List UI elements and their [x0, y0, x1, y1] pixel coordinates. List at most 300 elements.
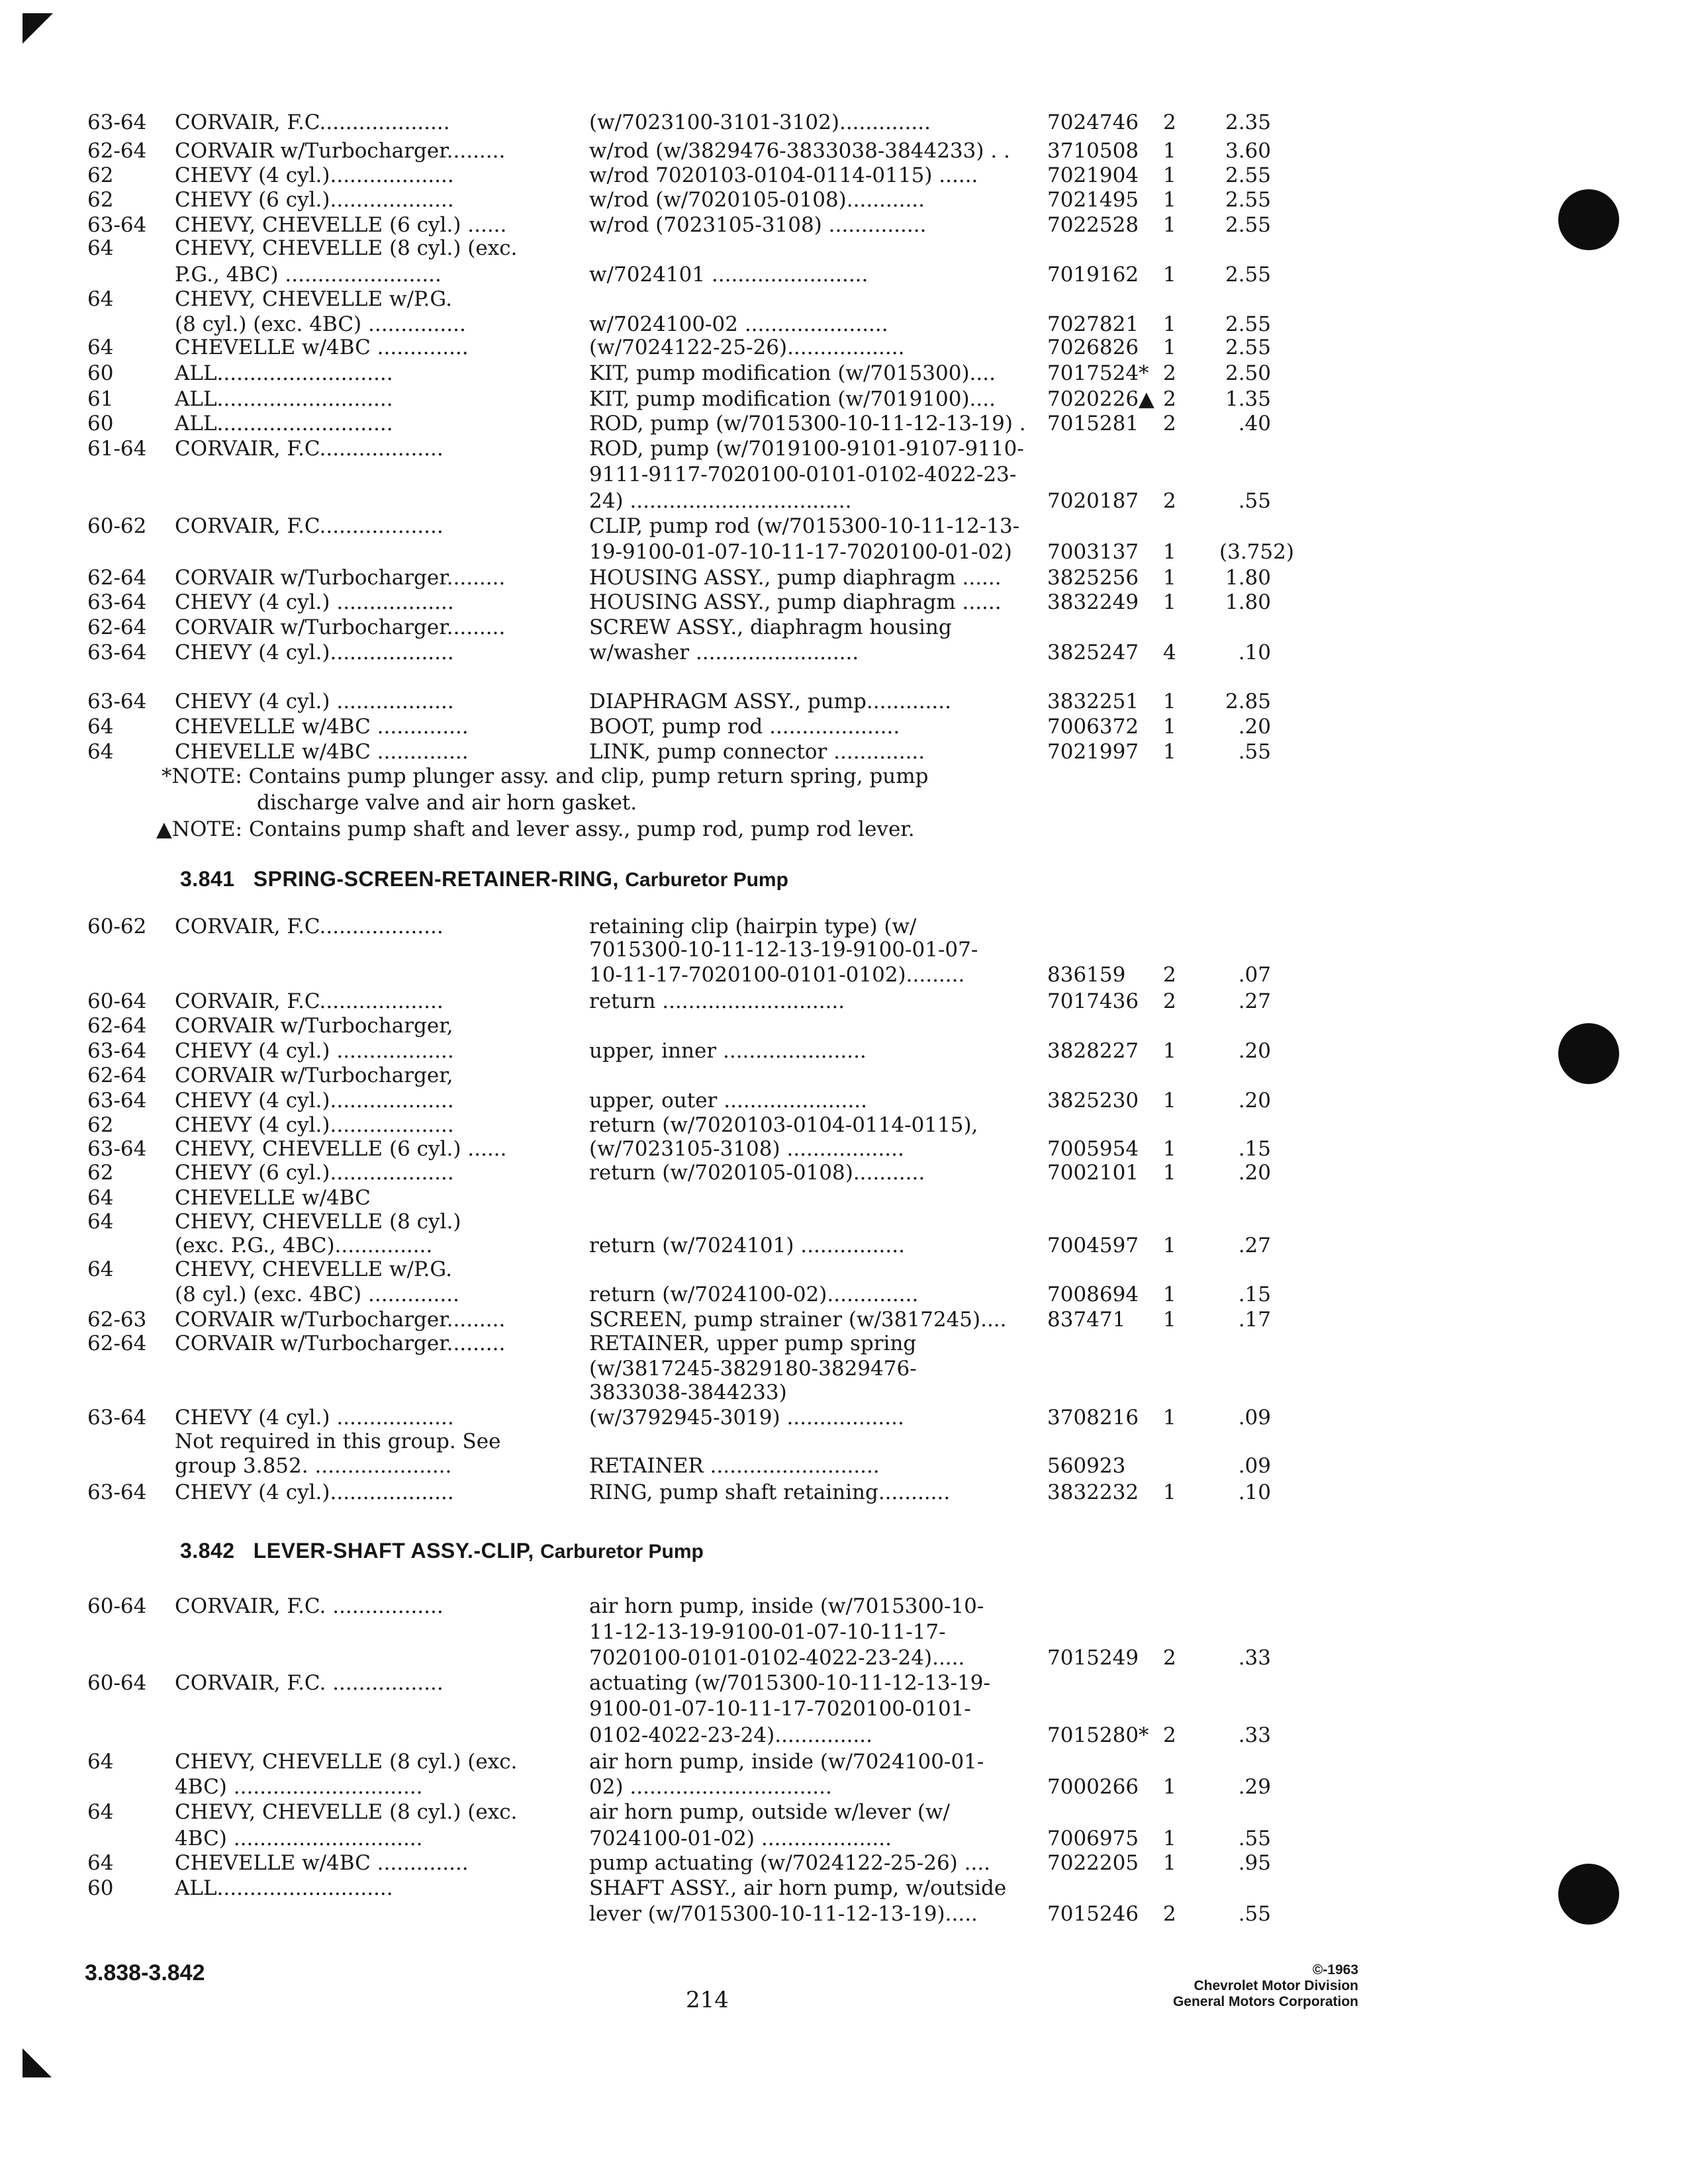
cell-price: 2.35 — [1225, 111, 1271, 134]
cell-yr: 64 — [87, 287, 114, 311]
parts-row — [0, 614, 1688, 641]
cell-price: .17 — [1238, 1308, 1271, 1332]
parts-row — [0, 988, 1688, 1015]
cell-desc: RETAINER .......................... — [589, 1454, 880, 1478]
group-heading-3842: 3.842 LEVER-SHAFT ASSY.-CLIP, Carburetor Pump — [180, 1539, 704, 1563]
cell-model: CHEVELLE w/4BC — [175, 1186, 371, 1210]
cell-model: CORVAIR, F.C................... — [175, 915, 444, 938]
cell-model: CHEVY, CHEVELLE (6 cyl.) ...... — [175, 213, 507, 237]
cell-price: 2.55 — [1225, 213, 1271, 237]
cell-price: 2.55 — [1225, 163, 1271, 187]
cell-part: 7008694 — [1047, 1283, 1139, 1306]
cell-desc: lever (w/7015300-10-11-12-13-19)..... — [589, 1902, 978, 1926]
cell-part: 3825256 — [1047, 566, 1139, 590]
cell-part: 3825230 — [1047, 1089, 1139, 1113]
cell-desc: w/rod (w/3829476-3833038-3844233) . . — [589, 139, 1010, 163]
cell-yr: 61-64 — [87, 437, 147, 461]
cell-model: CHEVY, CHEVELLE w/P.G. — [175, 1257, 452, 1281]
cell-part: 3828227 — [1047, 1039, 1139, 1063]
cell-model: CORVAIR w/Turbocharger, — [175, 1014, 453, 1038]
cell-desc: KIT, pump modification (w/7015300).... — [589, 361, 996, 385]
cell-desc: RING, pump shaft retaining........... — [589, 1480, 951, 1504]
parts-row — [0, 1825, 1688, 1852]
cell-price: .07 — [1238, 963, 1271, 987]
cell-qty: 1 — [1163, 540, 1176, 564]
cell-model: ALL........................... — [175, 387, 393, 411]
parts-row — [0, 261, 1688, 288]
cell-desc: return (w/7024100-02).............. — [589, 1283, 919, 1306]
cell-desc: return (w/7020105-0108)........... — [589, 1161, 925, 1185]
cell-price: .29 — [1238, 1775, 1271, 1799]
cell-qty: 1 — [1163, 139, 1176, 163]
cell-model: CORVAIR, F.C. ................. — [175, 1671, 444, 1695]
cell-desc: 02) ............................... — [589, 1775, 832, 1799]
cell-model: ALL........................... — [175, 361, 393, 385]
copyright-block — [1086, 1962, 1358, 2010]
cell-part: 3832232 — [1047, 1480, 1139, 1504]
cell-desc: (w/7023100-3101-3102).............. — [589, 111, 931, 134]
cell-price: .55 — [1238, 740, 1271, 764]
cell-price: .20 — [1238, 1039, 1271, 1063]
cell-price: 2.55 — [1225, 263, 1271, 287]
cell-model: CHEVY, CHEVELLE (8 cyl.) (exc. — [175, 1750, 518, 1774]
parts-row — [0, 235, 1688, 261]
cell-model: Not required in this group. See — [175, 1430, 501, 1453]
parts-row — [0, 311, 1688, 338]
cell-desc: SHAFT ASSY., air horn pump, w/outside — [589, 1876, 1007, 1900]
cell-qty: 1 — [1163, 336, 1176, 359]
cell-price: .20 — [1238, 1089, 1271, 1113]
cell-price: 2.55 — [1225, 188, 1271, 212]
parts-row — [0, 913, 1688, 940]
cell-model: CHEVY (4 cyl.)................... — [175, 163, 454, 187]
cell-price: 1.80 — [1225, 566, 1271, 590]
cell-yr: 63-64 — [87, 1480, 147, 1504]
cell-yr: 60 — [87, 412, 114, 435]
cell-part: 7002101 — [1047, 1161, 1139, 1185]
cell-model: (8 cyl.) (exc. 4BC) .............. — [175, 1283, 459, 1306]
cell-price: .09 — [1238, 1406, 1271, 1430]
parts-row — [0, 1696, 1688, 1722]
cell-model: 4BC) ............................. — [175, 1775, 423, 1799]
cell-yr: 60-64 — [87, 989, 147, 1013]
parts-row — [0, 1645, 1688, 1671]
cell-part: 7024746 — [1047, 111, 1139, 134]
cell-desc: DIAPHRAGM ASSY., pump............. — [589, 690, 951, 713]
cell-model: CHEVY (4 cyl.) .................. — [175, 590, 454, 614]
cell-desc: return ............................ — [589, 989, 845, 1013]
parts-row — [0, 1185, 1688, 1211]
parts-row — [0, 162, 1688, 189]
cell-part: 3825247 — [1047, 641, 1139, 664]
cell-desc: KIT, pump modification (w/7019100).... — [589, 387, 996, 411]
cell-price: 2.50 — [1225, 361, 1271, 385]
cell-part: 7026826 — [1047, 336, 1139, 359]
parts-row — [0, 1799, 1688, 1825]
cell-model: CHEVY (4 cyl.)................... — [175, 1113, 454, 1137]
parts-row — [0, 1136, 1688, 1162]
cell-qty: 2 — [1163, 387, 1176, 411]
cell-part: 3708216 — [1047, 1406, 1139, 1430]
cell-yr: 63-64 — [87, 690, 147, 713]
cell-qty: 1 — [1163, 1308, 1176, 1332]
parts-row — [0, 461, 1688, 488]
cell-model: CHEVY (4 cyl.)................... — [175, 1480, 454, 1504]
parts-row — [0, 1256, 1688, 1283]
cell-yr: 62-64 — [87, 1014, 147, 1038]
page-number: 214 — [686, 1987, 729, 2013]
cell-yr: 62 — [87, 1161, 114, 1185]
note-line: *NOTE: Contains pump plunger assy. and clip, pump return spring, pump — [162, 764, 929, 788]
parts-row — [0, 360, 1688, 387]
cell-desc: CLIP, pump rod (w/7015300-10-11-12-13- — [589, 514, 1020, 538]
cell-model: ALL........................... — [175, 1876, 393, 1900]
parts-row — [0, 1404, 1688, 1431]
parts-row — [0, 1619, 1688, 1645]
cell-desc: (w/3792945-3019) .................. — [589, 1406, 904, 1430]
cell-part: 7027821 — [1047, 312, 1139, 336]
cell-qty: 1 — [1163, 263, 1176, 287]
parts-row — [0, 1355, 1688, 1382]
parts-row — [0, 1330, 1688, 1357]
parts-row — [0, 187, 1688, 213]
parts-row — [0, 565, 1688, 591]
cell-yr: 64 — [87, 1210, 114, 1234]
cell-qty: 1 — [1163, 1406, 1176, 1430]
cell-part: 7022205 — [1047, 1851, 1139, 1875]
cell-part: 7020187 — [1047, 489, 1139, 513]
cell-part: 7015246 — [1047, 1902, 1139, 1926]
cell-model: (8 cyl.) (exc. 4BC) ............... — [175, 312, 466, 336]
parts-row — [0, 286, 1688, 312]
cell-desc: 7024100-01-02) .................... — [589, 1827, 892, 1850]
cell-desc: HOUSING ASSY., pump diaphragm ...... — [589, 566, 1002, 590]
cell-part: 7015249 — [1047, 1646, 1139, 1670]
cell-part: 836159 — [1047, 963, 1126, 987]
cell-desc: SCREEN, pump strainer (w/3817245).... — [589, 1308, 1007, 1332]
cell-price: .27 — [1238, 1234, 1271, 1257]
cell-yr: 64 — [87, 715, 114, 739]
parts-row — [0, 1208, 1688, 1235]
cell-price: .55 — [1238, 1902, 1271, 1926]
cell-desc: (w/7023105-3108) .................. — [589, 1137, 904, 1161]
cell-part: 837471 — [1047, 1308, 1126, 1332]
cell-model: CHEVY, CHEVELLE (8 cyl.) (exc. — [175, 236, 518, 260]
parts-row — [0, 138, 1688, 164]
cell-desc: HOUSING ASSY., pump diaphragm ...... — [589, 590, 1002, 614]
cell-part: 7021495 — [1047, 188, 1139, 212]
cell-model: CHEVY, CHEVELLE (8 cyl.) — [175, 1210, 461, 1234]
cell-part: 7000266 — [1047, 1775, 1139, 1799]
cell-price: 1.80 — [1225, 590, 1271, 614]
cell-qty: 1 — [1163, 1234, 1176, 1257]
parts-row — [0, 435, 1688, 462]
cell-price: 1.35 — [1225, 387, 1271, 411]
cell-model: CORVAIR w/Turbocharger......... — [175, 1308, 506, 1332]
cell-qty: 1 — [1163, 188, 1176, 212]
cell-model: CHEVY (4 cyl.)................... — [175, 1089, 454, 1113]
cell-model: 4BC) ............................. — [175, 1827, 423, 1850]
cell-qty: 2 — [1163, 361, 1176, 385]
parts-row — [0, 1901, 1688, 1927]
parts-row — [0, 334, 1688, 361]
cell-price: .09 — [1238, 1454, 1271, 1478]
cell-yr: 62-64 — [87, 566, 147, 590]
cell-price: .10 — [1238, 641, 1271, 664]
cell-part: 7015280* — [1047, 1723, 1149, 1747]
cell-price: .33 — [1238, 1646, 1271, 1670]
cell-desc: return (w/7020103-0104-0114-0115), — [589, 1113, 978, 1137]
cell-yr: 63-64 — [87, 213, 147, 237]
cell-yr: 62 — [87, 1113, 114, 1137]
cell-yr: 64 — [87, 1800, 114, 1824]
cell-desc: w/rod (w/7020105-0108)............ — [589, 188, 925, 212]
cell-yr: 62-64 — [87, 615, 147, 639]
cell-desc: actuating (w/7015300-10-11-12-13-19- — [589, 1671, 990, 1695]
cell-model: CHEVELLE w/4BC .............. — [175, 336, 469, 359]
cell-desc: w/rod 7020103-0104-0114-0115) ...... — [589, 163, 978, 187]
cell-model: CHEVY (4 cyl.)................... — [175, 641, 454, 664]
cell-yr: 62-64 — [87, 139, 147, 163]
cell-desc: w/7024100-02 ...................... — [589, 312, 888, 336]
cell-qty: 2 — [1163, 1646, 1176, 1670]
parts-row — [0, 1038, 1688, 1064]
note-line: ▲NOTE: Contains pump shaft and lever assy., pump rod, pump rod lever. — [156, 817, 915, 841]
cell-model: CHEVY (4 cyl.) .................. — [175, 690, 454, 713]
cell-yr: 60-62 — [87, 915, 147, 938]
cell-desc: 0102-4022-23-24)............... — [589, 1723, 873, 1747]
parts-row — [0, 1281, 1688, 1308]
cell-yr: 63-64 — [87, 1089, 147, 1113]
cell-desc: air horn pump, inside (w/7024100-01- — [589, 1750, 984, 1774]
cell-part: 3832249 — [1047, 590, 1139, 614]
cell-qty: 1 — [1163, 715, 1176, 739]
cell-desc: w/rod (7023105-3108) ............... — [589, 213, 927, 237]
parts-row — [0, 589, 1688, 615]
parts-row — [0, 1670, 1688, 1696]
cell-model: (exc. P.G., 4BC)............... — [175, 1234, 433, 1257]
parts-row — [0, 1062, 1688, 1089]
registration-mark-bottom — [23, 2048, 52, 2077]
cell-qty: 1 — [1163, 690, 1176, 713]
cell-model: CHEVY (4 cyl.) .................. — [175, 1039, 454, 1063]
cell-yr: 64 — [87, 1851, 114, 1875]
cell-qty: 1 — [1163, 1775, 1176, 1799]
cell-price: .55 — [1238, 489, 1271, 513]
cell-qty: 2 — [1163, 963, 1176, 987]
cell-qty: 1 — [1163, 1283, 1176, 1306]
cell-model: CHEVY, CHEVELLE w/P.G. — [175, 287, 452, 311]
cell-yr: 64 — [87, 1257, 114, 1281]
cell-desc: 19-9100-01-07-10-11-17-7020100-01-02) — [589, 540, 1012, 564]
cell-qty: 2 — [1163, 489, 1176, 513]
cell-yr: 62 — [87, 163, 114, 187]
parts-row — [0, 1749, 1688, 1775]
cell-price: .95 — [1238, 1851, 1271, 1875]
cell-price: .20 — [1238, 715, 1271, 739]
cell-part: 7006372 — [1047, 715, 1139, 739]
cell-desc: LINK, pump connector .............. — [589, 740, 925, 764]
parts-row — [0, 688, 1688, 715]
cell-yr: 63-64 — [87, 590, 147, 614]
cell-qty: 1 — [1163, 740, 1176, 764]
parts-row — [0, 1232, 1688, 1259]
cell-model: ALL........................... — [175, 412, 393, 435]
cell-yr: 61 — [87, 387, 114, 411]
parts-row — [0, 1087, 1688, 1114]
cell-model: CORVAIR w/Turbocharger......... — [175, 615, 506, 639]
cell-part: 7005954 — [1047, 1137, 1139, 1161]
cell-part: 3710508 — [1047, 139, 1139, 163]
parts-row — [0, 513, 1688, 539]
cell-yr: 63-64 — [87, 1039, 147, 1063]
cell-qty: 1 — [1163, 213, 1176, 237]
cell-qty: 2 — [1163, 1723, 1176, 1747]
cell-yr: 60 — [87, 361, 114, 385]
cell-yr: 64 — [87, 1750, 114, 1774]
cell-desc: upper, inner ...................... — [589, 1039, 867, 1063]
cell-desc: air horn pump, inside (w/7015300-10- — [589, 1594, 984, 1618]
cell-desc: upper, outer ...................... — [589, 1089, 868, 1113]
cell-model: CHEVY (6 cyl.)................... — [175, 1161, 454, 1185]
copyright-division: Chevrolet Motor Division — [1194, 1978, 1358, 1993]
cell-model: CORVAIR, F.C.................... — [175, 111, 450, 134]
section-code: 3.838-3.842 — [85, 1960, 205, 1985]
cell-qty: 1 — [1163, 1827, 1176, 1850]
cell-model: CORVAIR, F.C................... — [175, 989, 444, 1013]
cell-qty: 2 — [1163, 412, 1176, 435]
cell-yr: 64 — [87, 1186, 114, 1210]
cell-desc: BOOT, pump rod .................... — [589, 715, 900, 739]
cell-qty: 1 — [1163, 1161, 1176, 1185]
cell-model: CORVAIR, F.C................... — [175, 514, 444, 538]
cell-yr: 63-64 — [87, 641, 147, 664]
parts-row — [0, 109, 1688, 136]
parts-row — [0, 1428, 1688, 1455]
parts-row — [0, 488, 1688, 514]
registration-mark-top — [23, 13, 53, 44]
cell-qty: 1 — [1163, 1089, 1176, 1113]
note-line: discharge valve and air horn gasket. — [257, 791, 637, 815]
parts-row — [0, 1850, 1688, 1876]
cell-model: CORVAIR w/Turbocharger......... — [175, 566, 506, 590]
cell-price: (3.752) — [1219, 540, 1294, 564]
cell-desc: return (w/7024101) ................ — [589, 1234, 905, 1257]
cell-part: 7020226▲ — [1047, 387, 1154, 411]
cell-yr: 62-64 — [87, 1332, 147, 1355]
cell-qty: 1 — [1163, 1039, 1176, 1063]
cell-model: CHEVY, CHEVELLE (8 cyl.) (exc. — [175, 1800, 518, 1824]
cell-price: .20 — [1238, 1161, 1271, 1185]
parts-row — [0, 1593, 1688, 1619]
cell-part: 7015281 — [1047, 412, 1139, 435]
cell-qty: 4 — [1163, 641, 1176, 664]
cell-price: .10 — [1238, 1480, 1271, 1504]
cell-yr: 60-64 — [87, 1594, 147, 1618]
cell-part: 7004597 — [1047, 1234, 1139, 1257]
parts-row — [0, 739, 1688, 765]
parts-row — [0, 1112, 1688, 1138]
cell-desc: pump actuating (w/7024122-25-26) .... — [589, 1851, 991, 1875]
cell-qty: 2 — [1163, 989, 1176, 1013]
parts-row — [0, 1453, 1688, 1479]
cell-part: 7006975 — [1047, 1827, 1139, 1850]
cell-qty: 1 — [1163, 1480, 1176, 1504]
cell-yr: 63-64 — [87, 1406, 147, 1430]
cell-price: .33 — [1238, 1723, 1271, 1747]
cell-part: 7021904 — [1047, 163, 1139, 187]
cell-desc: w/washer ......................... — [589, 641, 859, 664]
cell-desc: 9100-01-07-10-11-17-7020100-0101- — [589, 1697, 971, 1721]
cell-desc: ROD, pump (w/7015300-10-11-12-13-19) . — [589, 412, 1026, 435]
parts-row — [0, 1722, 1688, 1749]
parts-row — [0, 1774, 1688, 1800]
cell-desc: (w/7024122-25-26).................. — [589, 336, 905, 359]
group-heading-3841: 3.841 SPRING-SCREEN-RETAINER-RING, Carburetor Pump — [180, 867, 788, 891]
cell-part: 7021997 — [1047, 740, 1139, 764]
cell-model: CORVAIR, F.C................... — [175, 437, 444, 461]
cell-part: 7003137 — [1047, 540, 1139, 564]
parts-row — [0, 1013, 1688, 1039]
cell-yr: 62-64 — [87, 1064, 147, 1087]
cell-desc: RETAINER, upper pump spring — [589, 1332, 917, 1355]
cell-desc: 10-11-17-7020100-0101-0102)......... — [589, 963, 965, 987]
cell-model: CHEVY, CHEVELLE (6 cyl.) ...... — [175, 1137, 507, 1161]
cell-model: CORVAIR w/Turbocharger, — [175, 1064, 453, 1087]
cell-desc: SCREW ASSY., diaphragm housing — [589, 615, 952, 639]
cell-desc: (w/3817245-3829180-3829476- — [589, 1357, 917, 1381]
cell-price: .15 — [1238, 1137, 1271, 1161]
cell-part: 7019162 — [1047, 263, 1139, 287]
parts-row — [0, 539, 1688, 565]
cell-desc: 9111-9117-7020100-0101-0102-4022-23- — [589, 463, 1017, 486]
parts-row — [0, 386, 1688, 412]
cell-price: .27 — [1238, 989, 1271, 1013]
cell-yr: 60-62 — [87, 514, 147, 538]
parts-row — [0, 1306, 1688, 1333]
cell-yr: 64 — [87, 740, 114, 764]
cell-price: 2.55 — [1225, 312, 1271, 336]
cell-yr: 64 — [87, 336, 114, 359]
cell-desc: 7015300-10-11-12-13-19-9100-01-07- — [589, 938, 978, 962]
cell-model: P.G., 4BC) ........................ — [175, 263, 442, 287]
cell-yr: 63-64 — [87, 1137, 147, 1161]
cell-part: 7017524* — [1047, 361, 1149, 385]
copyright-corporation: General Motors Corporation — [1172, 1994, 1358, 2009]
cell-model: CHEVY (6 cyl.)................... — [175, 188, 454, 212]
cell-model: CHEVELLE w/4BC .............. — [175, 740, 469, 764]
cell-yr: 64 — [87, 236, 114, 260]
cell-model: CORVAIR, F.C. ................. — [175, 1594, 444, 1618]
parts-row — [0, 962, 1688, 988]
cell-desc: 3833038-3844233) — [589, 1381, 787, 1404]
cell-desc: 24) .................................. — [589, 489, 852, 513]
parts-row — [0, 639, 1688, 666]
cell-model: group 3.852. ..................... — [175, 1454, 452, 1478]
cell-qty: 2 — [1163, 1902, 1176, 1926]
cell-qty: 2 — [1163, 111, 1176, 134]
cell-price: .40 — [1238, 412, 1271, 435]
cell-yr: 60-64 — [87, 1671, 147, 1695]
cell-yr: 62 — [87, 188, 114, 212]
cell-desc: retaining clip (hairpin type) (w/ — [589, 915, 917, 938]
cell-qty: 1 — [1163, 566, 1176, 590]
parts-row — [0, 212, 1688, 238]
parts-row — [0, 1479, 1688, 1506]
cell-qty: 1 — [1163, 163, 1176, 187]
cell-desc: 7020100-0101-0102-4022-23-24)..... — [589, 1646, 965, 1670]
parts-row — [0, 1379, 1688, 1406]
